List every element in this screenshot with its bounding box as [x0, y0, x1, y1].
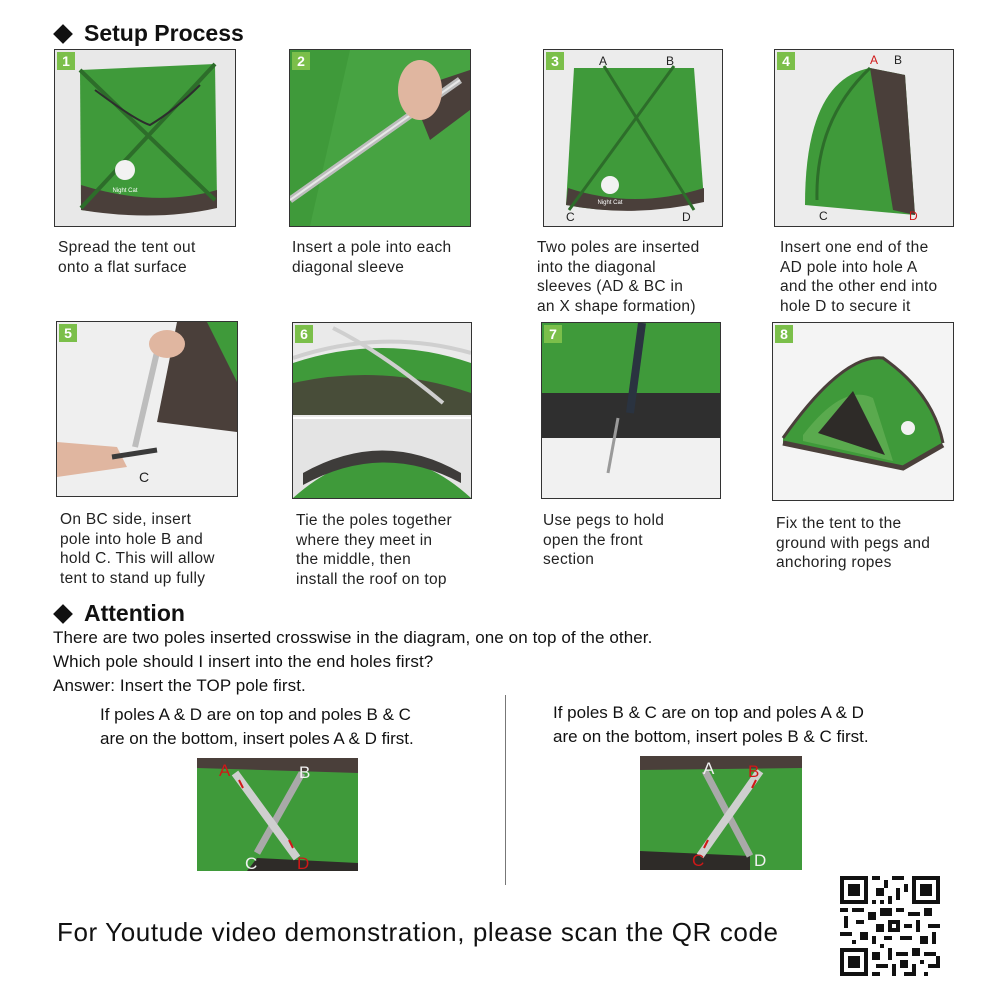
step-number: 7 — [544, 325, 562, 343]
step-5-caption: On BC side, insert pole into hole B and hold C. This will allow tent to stand up fully — [60, 511, 215, 587]
vertical-divider — [505, 695, 506, 885]
step-6-photo — [292, 322, 472, 499]
case-bc-text: If poles B & C are on top and poles A & D are on the bottom, insert poles B & C first. — [553, 703, 869, 746]
label-c: C — [245, 854, 258, 871]
diamond-bullet-icon — [53, 24, 73, 44]
footer-text: For Youtude video demonstration, please scan the QR code — [57, 917, 779, 947]
label-d: D — [682, 210, 691, 224]
label-b: B — [894, 53, 903, 67]
step-2-caption: Insert a pole into each diagonal sleeve — [292, 239, 452, 276]
label-d: D — [297, 854, 310, 871]
step-7-caption: Use pegs to hold open the front section — [543, 512, 665, 568]
step-1-illustration — [55, 50, 235, 226]
label-b: B — [666, 54, 675, 68]
attention-heading-text: Attention — [84, 600, 185, 626]
label-c: C — [819, 209, 828, 223]
step-6-caption: Tie the poles together where they meet in the middle, then install the roof on top — [296, 512, 452, 588]
case-ad-photo — [197, 758, 358, 871]
step-number: 5 — [59, 324, 77, 342]
step-3-photo — [543, 49, 723, 227]
step-1-photo — [54, 49, 236, 227]
step-number: 6 — [295, 325, 313, 343]
label-c: C — [566, 210, 575, 224]
step-8-caption: Fix the tent to the ground with pegs and anchoring ropes — [776, 515, 931, 571]
step-number: 2 — [292, 52, 310, 70]
case-bc-illustration — [640, 756, 802, 870]
label-a: A — [219, 761, 231, 780]
attention-line: Which pole should I insert into the end holes first? — [53, 652, 434, 671]
step-number: 3 — [546, 52, 564, 70]
diamond-bullet-icon — [53, 604, 73, 624]
step-1-caption: Spread the tent out onto a flat surface — [58, 239, 196, 276]
case-ad-illustration — [197, 758, 358, 871]
attention-answer: Answer: Insert the TOP pole first. — [53, 676, 306, 695]
case-ad-text: If poles A & D are on top and poles B & C are on the bottom, insert poles A & D first. — [100, 705, 414, 748]
label-b: B — [748, 762, 760, 781]
step-8-illustration — [773, 323, 953, 500]
step-5-illustration — [57, 322, 237, 496]
label-d: D — [754, 851, 767, 870]
qr-code-icon — [840, 876, 940, 976]
step-8-photo — [772, 322, 954, 501]
label-a: A — [599, 54, 608, 68]
step-6-illustration — [293, 323, 471, 498]
step-5-photo — [56, 321, 238, 497]
step-3-caption: Two poles are inserted into the diagonal sleeves (AD & BC in an X shape formation) — [537, 239, 700, 315]
step-2-illustration — [290, 50, 470, 226]
step-7-photo — [541, 322, 721, 499]
step-4-caption: Insert one end of the AD pole into hole A and the other end into hole D to secure it — [780, 239, 938, 315]
label-a: A — [870, 53, 879, 67]
step-number: 1 — [57, 52, 75, 70]
label-c: C — [139, 469, 150, 485]
attention-heading — [52, 600, 185, 627]
step-number: 4 — [777, 52, 795, 70]
step-3-illustration — [544, 50, 722, 226]
label-d: D — [909, 209, 918, 223]
case-bc-photo — [640, 756, 802, 870]
setup-heading — [52, 20, 244, 47]
step-number: 8 — [775, 325, 793, 343]
step-4-illustration — [775, 50, 953, 226]
step-7-illustration — [542, 323, 720, 498]
brand-label: Night Cat — [112, 188, 138, 194]
step-2-photo — [289, 49, 471, 227]
step-4-photo — [774, 49, 954, 227]
label-b: B — [299, 763, 311, 782]
setup-heading-text: Setup Process — [84, 20, 244, 46]
label-a: A — [703, 759, 715, 778]
brand-label: Night Cat — [597, 200, 623, 206]
attention-line: There are two poles inserted crosswise in the diagram, one on top of the other. — [53, 628, 653, 647]
label-c: C — [692, 851, 705, 870]
